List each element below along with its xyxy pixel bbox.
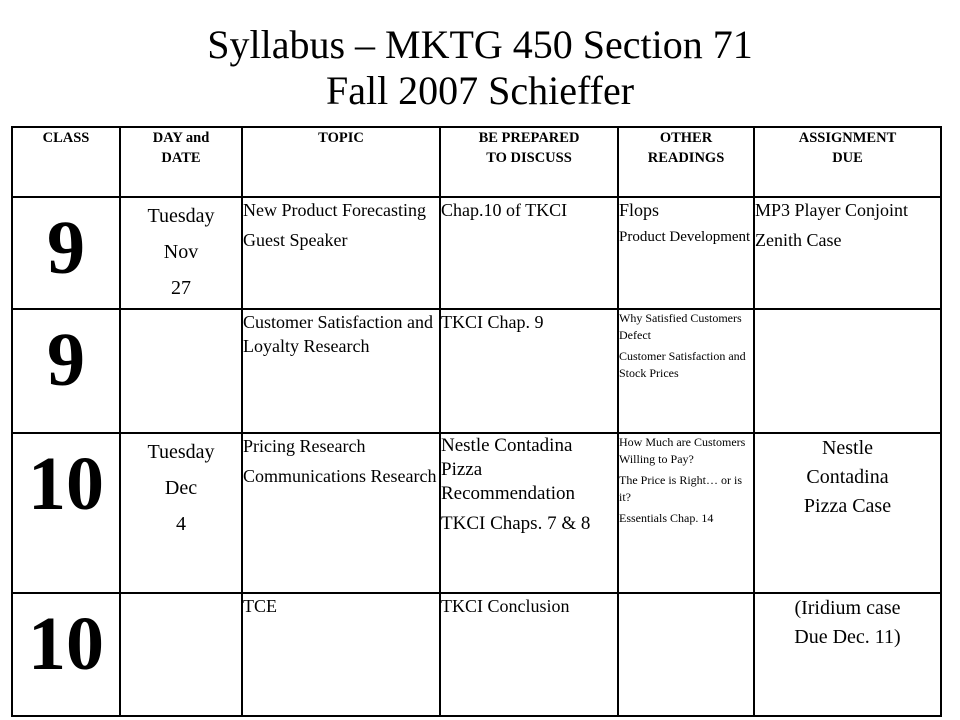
title-line-1: Syllabus – MKTG 450 Section 71 — [207, 22, 753, 67]
syllabus-table — [11, 126, 942, 717]
day-date: Tuesday Dec 4 — [120, 433, 242, 593]
assignment-cell: Nestle Contadina Pizza Case — [754, 433, 941, 593]
topic-cell: New Product Forecasting Guest Speaker — [242, 197, 440, 309]
day-date — [120, 593, 242, 716]
assignment-cell: MP3 Player Conjoint Zenith Case — [754, 197, 941, 309]
table-row — [12, 309, 941, 433]
title-line-2: Fall 2007 Schieffer — [325, 68, 635, 113]
topic-cell: Pricing Research Communications Research — [242, 433, 440, 593]
header-assignment: ASSIGNMENT DUE — [754, 127, 941, 197]
assignment-cell — [754, 309, 941, 433]
prepare-cell: Chap.10 of TKCI — [440, 197, 618, 309]
table-row — [12, 593, 941, 716]
other-readings-cell — [618, 593, 754, 716]
table-row — [12, 433, 941, 593]
class-number: 9 — [12, 197, 120, 309]
class-number: 10 — [12, 433, 120, 593]
other-readings-cell: How Much are Customers Willing to Pay? The Price is Right… or is it? Essentials Chap. 14 — [618, 433, 754, 593]
header-class: CLASS — [12, 127, 120, 197]
other-readings-cell: Why Satisfied Customers Defect Customer Satisfaction and Stock Prices — [618, 309, 754, 433]
topic-cell: TCE — [242, 593, 440, 716]
header-other-readings: OTHER READINGS — [618, 127, 754, 197]
other-readings-cell: Flops Product Development — [618, 197, 754, 309]
header-topic: TOPIC — [242, 127, 440, 197]
class-number: 9 — [12, 309, 120, 433]
header-day-date: DAY and DATE — [120, 127, 242, 197]
assignment-cell: (Iridium case Due Dec. 11) — [754, 593, 941, 716]
header-prepare: BE PREPARED TO DISCUSS — [440, 127, 618, 197]
day-date: Tuesday Nov 27 — [120, 197, 242, 309]
class-number: 10 — [12, 593, 120, 716]
topic-cell: Customer Satisfaction and Loyalty Research — [242, 309, 440, 433]
page-title — [0, 22, 960, 114]
prepare-cell: TKCI Chap. 9 — [440, 309, 618, 433]
prepare-cell: TKCI Conclusion — [440, 593, 618, 716]
header-row — [12, 127, 941, 197]
day-date — [120, 309, 242, 433]
prepare-cell: Nestle Contadina Pizza Recommendation TKCI Chaps. 7 & 8 — [440, 433, 618, 593]
table-row — [12, 197, 941, 309]
